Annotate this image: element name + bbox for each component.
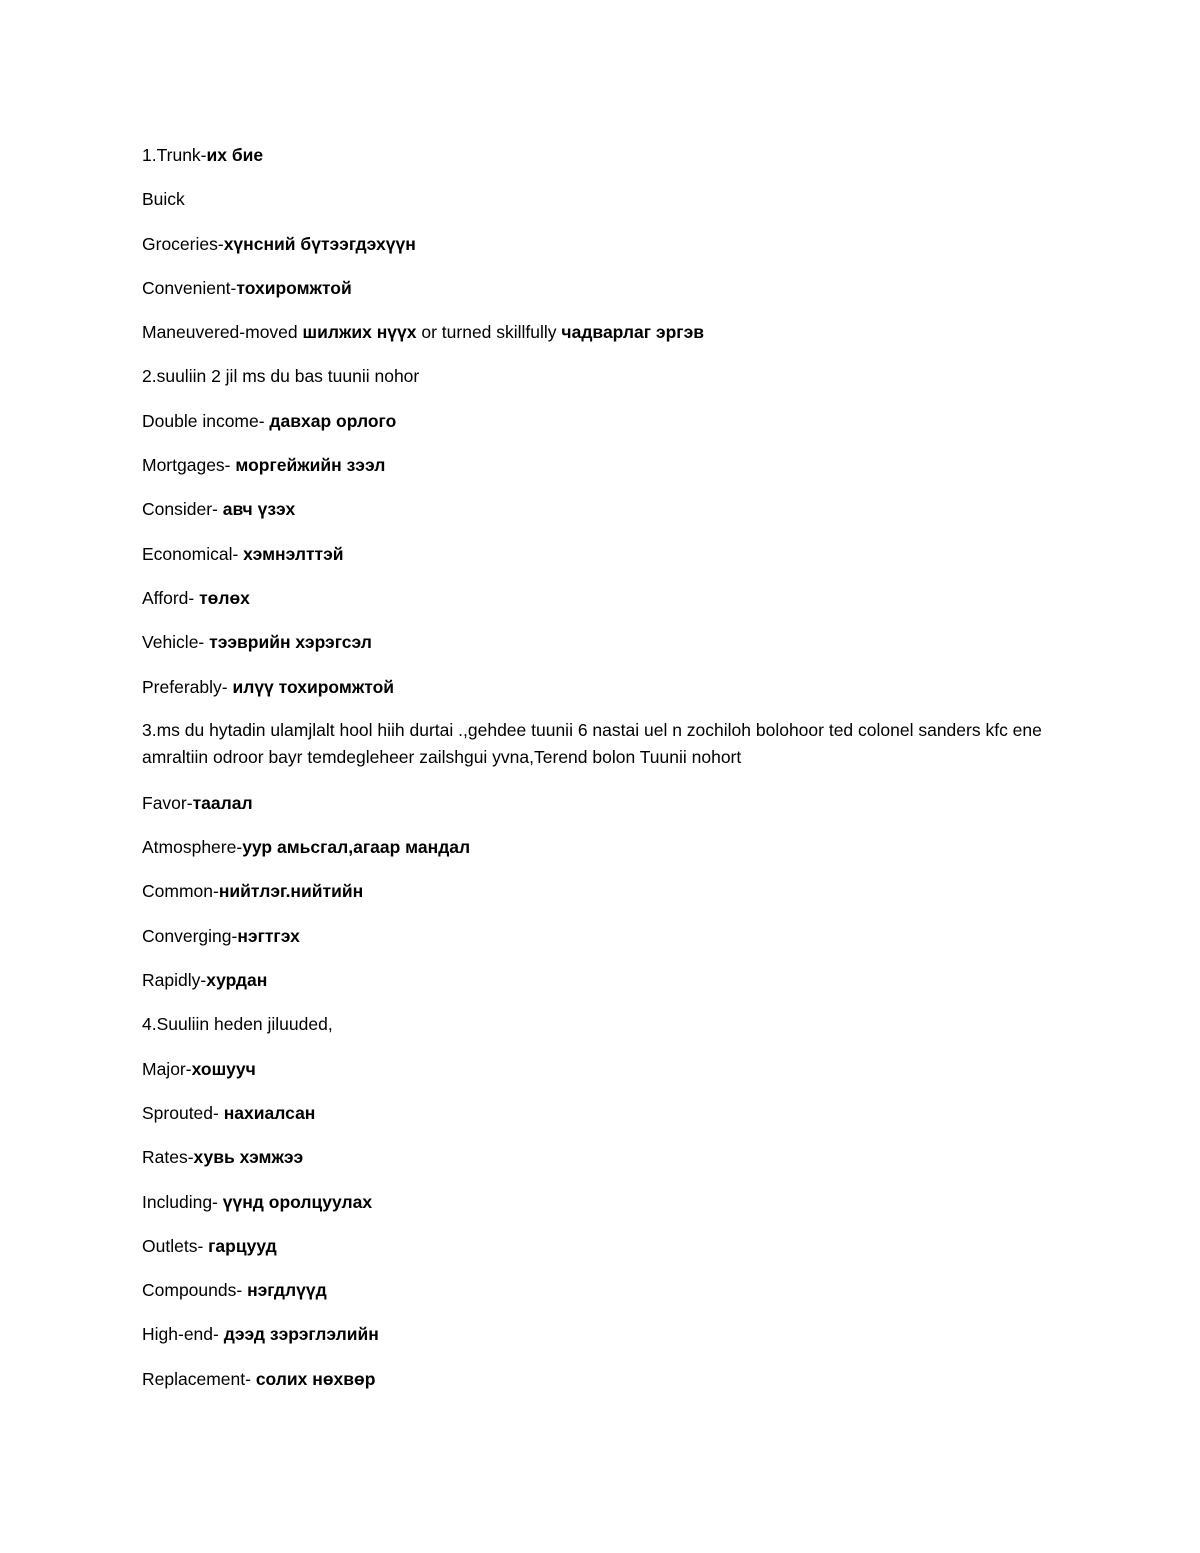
vocab-gloss: солих нөхвөр: [255, 1368, 376, 1389]
vocab-line: [142, 673, 1042, 717]
vocab-line: [142, 922, 1042, 966]
vocab-term: Sprouted-: [142, 1102, 224, 1123]
vocab-gloss: гарцууд: [208, 1235, 277, 1256]
vocab-term: Major-: [142, 1058, 192, 1079]
vocab-line: [142, 495, 1042, 539]
section-text: 3.ms du hytadin ulamjlalt hool hiih durtai .,gehdee tuunii 6 nastai uel n zochiloh bolohoor ted colonel sanders kfc ene amraltiin odroor bayr temdegleheer zailshgui yvna,Terend bolon Tuunii nohort: [142, 719, 1042, 768]
vocab-term: Rapidly-: [142, 970, 207, 991]
vocab-term: Preferably-: [142, 676, 233, 697]
vocab-term-extra: or turned skillfully: [416, 322, 562, 343]
vocab-gloss: давхар орлого: [269, 410, 397, 431]
vocab-term: Convenient-: [142, 277, 237, 298]
vocab-term: Outlets-: [142, 1235, 209, 1256]
vocab-gloss: нийтлэг.нийтийн: [218, 881, 364, 902]
vocab-gloss: таалал: [192, 792, 253, 813]
vocab-term: 1.Trunk-: [142, 145, 207, 165]
vocab-term: Replacement-: [142, 1368, 256, 1389]
vocab-term: Groceries-: [142, 233, 224, 254]
vocab-term: Maneuvered-moved: [142, 322, 303, 343]
vocab-gloss: нэгдлүүд: [247, 1280, 327, 1301]
vocab-line: [142, 1099, 1042, 1143]
vocab-gloss: авч үзэх: [222, 499, 296, 520]
vocab-line: [142, 230, 1042, 274]
vocab-line: [142, 141, 1042, 185]
vocab-term: High-end-: [142, 1324, 224, 1345]
vocab-gloss: тохиромжтой: [236, 277, 352, 298]
vocab-line: [142, 540, 1042, 584]
vocab-gloss: тээврийн хэрэгсэл: [209, 632, 372, 653]
vocab-term: Atmosphere-: [142, 837, 243, 858]
vocab-line: [142, 584, 1042, 628]
vocab-gloss: нэгтгэх: [237, 925, 300, 946]
vocab-term: Mortgages-: [142, 455, 236, 476]
vocab-line: [142, 1365, 1042, 1409]
vocab-term: Compounds-: [142, 1280, 248, 1301]
vocab-line: [142, 274, 1042, 318]
vocab-term: Including-: [142, 1191, 223, 1212]
vocab-term: Converging-: [142, 925, 238, 946]
vocab-gloss: уур амьсгал,агаар мандал: [242, 837, 471, 858]
vocab-term: Buick: [142, 189, 185, 210]
vocab-line: [142, 407, 1042, 451]
vocab-term: Economical-: [142, 543, 244, 564]
vocab-line: [142, 789, 1042, 833]
vocab-line: [142, 1232, 1042, 1276]
vocab-gloss: илүү тохиромжтой: [232, 676, 395, 697]
vocab-gloss: хэмнэлттэй: [243, 543, 344, 564]
vocab-gloss: дээд зэрэглэлийн: [223, 1324, 379, 1345]
vocab-line: [142, 877, 1042, 921]
vocab-term: Common-: [142, 881, 219, 902]
vocab-gloss: төлөх: [199, 587, 250, 608]
section-text: 2.suuliin 2 jil ms du bas tuunii nohor: [142, 366, 420, 387]
section-paragraph: [142, 717, 1042, 789]
vocab-line: [142, 318, 1042, 362]
vocab-gloss: хувь хэмжээ: [193, 1147, 304, 1168]
vocab-line: [142, 1276, 1042, 1320]
vocab-gloss: шилжих нүүх: [302, 322, 417, 343]
vocab-line: [142, 1143, 1042, 1187]
vocab-gloss: нахиалсан: [223, 1102, 316, 1123]
vocab-term: Afford-: [142, 587, 200, 608]
vocab-term: Consider-: [142, 499, 223, 520]
vocab-line: [142, 451, 1042, 495]
vocab-gloss: хүнсний бүтээгдэхүүн: [223, 233, 416, 254]
vocab-line: [142, 1055, 1042, 1099]
vocab-gloss: үүнд оролцуулах: [222, 1191, 373, 1212]
vocab-term: Double income-: [142, 410, 270, 431]
vocab-gloss-extra: чадварлаг эргэв: [561, 322, 705, 343]
vocab-line: [142, 1188, 1042, 1232]
vocab-gloss: хурдан: [206, 970, 268, 991]
vocab-line: [142, 185, 1042, 229]
vocab-line: [142, 966, 1042, 1010]
vocab-gloss: их бие: [206, 145, 264, 165]
vocab-term: Favor-: [142, 792, 193, 813]
vocab-gloss: моргейжийн зээл: [235, 455, 386, 476]
section-heading: [142, 1010, 1042, 1054]
section-heading: [142, 362, 1042, 406]
vocab-term: Rates-: [142, 1147, 194, 1168]
vocab-line: [142, 1320, 1042, 1364]
vocabulary-list: [142, 141, 1042, 1409]
vocab-gloss: хошууч: [191, 1058, 256, 1079]
vocab-line: [142, 628, 1042, 672]
vocab-line: [142, 833, 1042, 877]
vocab-term: Vehicle-: [142, 632, 210, 653]
section-text: 4.Suuliin heden jiluuded,: [142, 1014, 333, 1035]
